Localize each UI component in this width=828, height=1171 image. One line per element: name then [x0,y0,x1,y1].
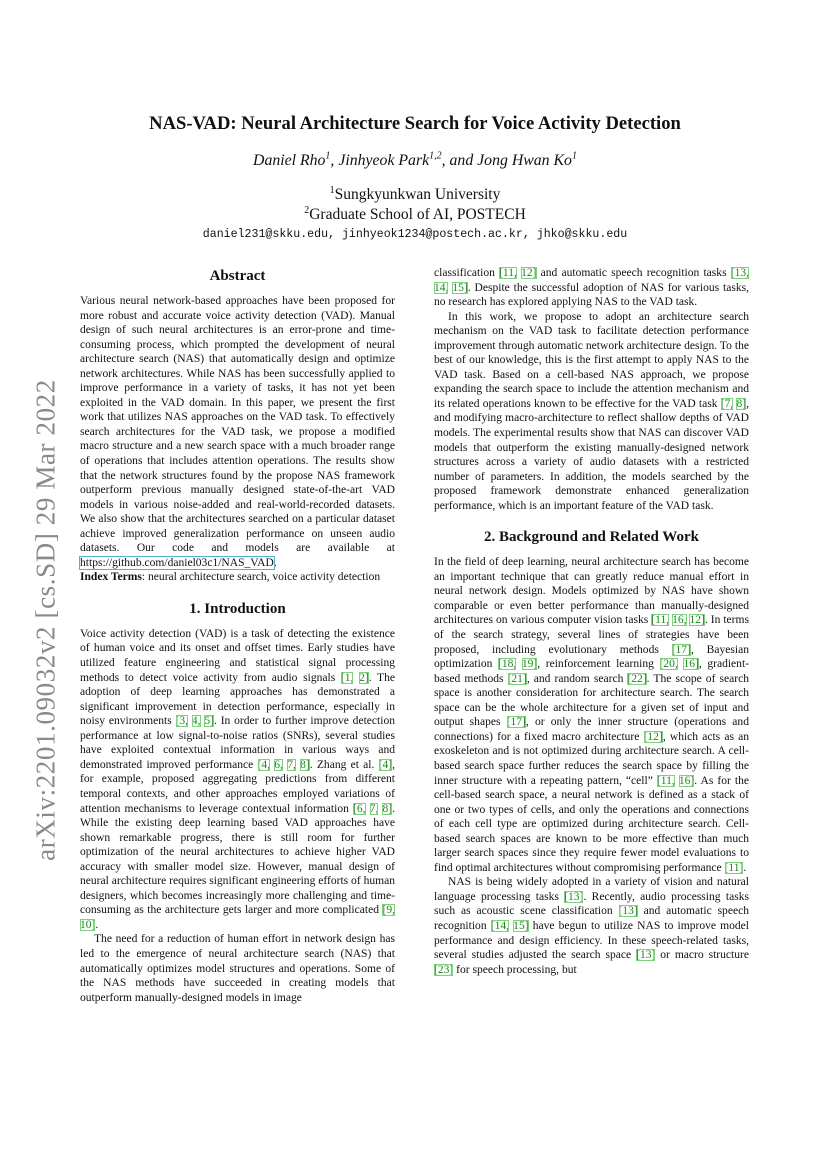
text-run: , which acts as an exoskeleton and is not optimized during architecture search. A cell-based search space further reduces the search space by filling the inner structure with a repeating pattern, “cell” [434,730,749,787]
citation-link[interactable]: [4] [378,758,393,771]
text-run: . As for the cell-based search space, a neural network is defined as a stack of one or two types of cells, and only the operations and connections of each cell type are optimized during architecture search. Cell-based search spaces are known to be more effective than much larger search spaces since they require fewer model evaluations to find optimal architectures without compromising performance [434,774,749,874]
citation-link[interactable]: 15] [513,919,529,932]
citation-link[interactable]: 6, [274,758,283,771]
intro-paragraph-3 [434,310,749,514]
paper-title: NAS-VAD: Neural Architecture Search for Voice Activity Detection [149,113,681,134]
citation-link[interactable]: 10] [80,918,96,931]
citation-link[interactable]: [11, [499,267,517,279]
citation-link[interactable]: [13] [564,890,584,903]
citation-link[interactable]: [11] [724,861,744,874]
author-1-affil: 1 [325,150,331,162]
intro-paragraph-2: The need for a reduction of human effort in network design has led to the emergence of neural architecture search (NAS) that automatically optimizes model structures and operations. Some of the NAS methods have succeeded in creating models that outperform manually-designed models in image [80,933,395,1004]
citation-link[interactable]: [13] [636,949,656,962]
text-run: . Zhang et al. [309,758,379,771]
citation-link[interactable]: [1, [340,671,354,684]
citation-link[interactable]: 5] [204,715,214,728]
author-emails: daniel231@skku.edu, jinhyeok1234@postech.ac.kr, jhko@skku.edu [202,228,628,241]
text-run: , reinforcement learning [537,658,660,671]
abstract-heading: Abstract [209,268,266,284]
citation-link[interactable]: [11, [651,614,670,627]
index-terms [80,570,395,585]
text-run: for speech processing, but [453,963,577,976]
text-run: . In order to further improve detection performance at low signal-to-noise ratios (SNRs), several studies have exploited contextual information in various ways and demonstrated improved performance [80,715,396,771]
citation-link[interactable]: 4, [191,715,201,728]
background-paragraph-1 [434,555,749,875]
text-run: and automatic speech recognition tasks [536,267,731,279]
arxiv-sidebar-stamp [26,340,66,900]
citation-link[interactable]: 19] [521,658,538,671]
citation-link[interactable]: [12] [643,730,663,743]
index-terms-label: Index Terms [80,571,142,584]
abstract-end: . [273,556,277,569]
background-paragraph-2 [434,875,749,977]
affiliation-2 [70,206,760,224]
left-column [80,266,395,1005]
text-run: . In terms of the search strategy, several lines of strategies have been proposed, including evolutionary methods [434,614,749,656]
citation-link[interactable]: 7, [287,758,296,771]
citation-link[interactable]: [3, [175,715,189,728]
arxiv-id: arXiv:2201.09032v2 [cs.SD] 29 Mar 2022 [30,379,61,861]
affiliation-1-marker: 1 [329,184,335,196]
citation-link[interactable]: [13] [618,905,638,918]
citation-link[interactable]: 12] [521,267,537,279]
citation-link[interactable]: [6, [353,802,366,815]
citation-link[interactable]: 12] [689,614,705,627]
text-run: In this work, we propose to adopt an architecture search mechanism on the VAD task to facilitate detection performance improvement through automatic network architecture design. To the best of our knowledge, this is the first attempt to apply NAS to the VAD task. Based on a cell-based NAS approach, we propose expanding the search space to include the attention mechanism and its related operations known to be effective for the VAD task [434,310,749,410]
text-run: . [95,918,99,931]
author-3: and Jong Hwan Ko [449,152,572,169]
citation-link[interactable]: 16] [683,658,699,671]
right-column [434,266,749,977]
intro-paragraph-1 [80,627,395,932]
citation-link[interactable]: [17] [671,643,691,656]
text-run: In the field of deep learning, neural architecture search has become an important technique that can greatly reduce manual effort in neural network design. Models optimized by NAS have shown comparable or even better performance than manually-designed architectures on various computer vision tasks [434,556,749,627]
intro-paragraph-2-continued [434,266,749,310]
text-run: . The scope of search space is another consideration for architecture search. The search space can be the whole architecture for a given set of input and output shapes [434,672,749,729]
citation-link[interactable]: 14, [434,281,449,294]
text-run: or macro structure [655,949,750,962]
text-run: . While the existing deep learning based VAD approaches have shown remarkable progress, there is still room for further optimization of the neural architectures to achieve higher VAD accuracy with smaller model size. However, manual design of neural architecture requires significant engineering efforts of human designers, which becomes increasingly more challenging and time-consuming as the architecture gets larger and more complicated [80,802,395,917]
intro-heading: 1. Introduction [189,600,286,617]
text-run: . Recently, audio processing tasks such as acoustic scene classification [434,890,749,918]
author-list: Daniel Rho$^1$, Jinhyeok Park$^{1,2}$, and Jong Hwan Ko$^1$ [253,150,577,169]
citation-link[interactable]: [20, [659,658,678,671]
affiliation-1-name: Sungkyunkwan University [334,186,501,203]
text-run: and automatic speech recognition [434,905,749,932]
author-3-affil: 1 [571,150,577,162]
citation-link[interactable]: [14, [490,919,510,932]
citation-link[interactable]: [9, [382,904,395,917]
citation-link[interactable]: 16, [672,614,687,627]
text-run: , for example, proposed aggregating predictions from different temporal contexts, and other approaches employed variations of attention mechanisms to leverage contextual information [80,758,396,815]
text-run: , Bayesian optimization [434,643,749,671]
affiliation-1 [70,186,760,204]
citation-link[interactable]: 7, [369,802,379,815]
citation-link[interactable]: [11, [656,774,675,787]
author-2: Jinhyeok Park [338,152,430,169]
citation-link[interactable]: [18, [497,658,517,671]
text-run: . The adoption of deep learning approaches has demonstrated a significant improvement in detection performance, especially in noisy environments [80,671,396,728]
affiliation-2-name: Graduate School of AI, POSTECH [309,206,526,223]
text-run: Voice activity detection (VAD) is a task of detecting the existence of human voice and its onset and offset times. Early studies have utilized feature engineering and statistical signal processing methods to detect voice activity from audio signals [80,627,395,684]
text-run: NAS is being widely adopted in a variety of vision and natural language processing tasks [434,876,749,903]
text-run: have begun to utilize NAS to improve model performance and design efficiency. In these speech-related tasks, several studies adjusted the search space [434,919,749,962]
abstract-text [80,294,395,570]
text-run: . Despite the successful adoption of NAS for various tasks, no research has explored applying NAS to the VAD task. [434,281,749,309]
citation-link[interactable]: [23] [434,963,454,976]
index-terms-text: : neural architecture search, voice activity detection [141,571,381,584]
text-run: . [743,861,747,874]
text-run: , and modifying macro-architecture to reflect shallow depths of VAD models. The experimental results show that NAS can discover VAD models that outperform the existing manually-designed network structures across a variety of audio datasets with a restricted number of parameters. In addition, the models searched by the proposed framework demonstrate enhanced generalization performance, which is an important feature of the VAD task. [434,397,749,512]
citation-link[interactable]: [7, [720,397,734,410]
text-run: , and random search [526,672,628,685]
code-url-link[interactable]: https://github.com/daniel03c1/NAS_VAD [80,556,274,569]
citation-link[interactable]: 2] [359,671,369,684]
text-run: , gradient-based methods [434,658,750,685]
citation-link[interactable]: 8] [382,802,393,815]
citation-link[interactable]: [4, [257,758,271,771]
citation-link[interactable]: [22] [627,672,647,685]
text-run: , or only the inner structure (operations and connections) for a fixed macro architecture [434,716,749,743]
citation-link[interactable]: 8] [736,397,747,410]
author-1: Daniel Rho [253,152,326,169]
citation-link[interactable]: 16] [678,774,695,787]
affiliation-2-marker: 2 [304,204,310,216]
author-2-affil: 1,2 [429,150,442,162]
background-heading: 2. Background and Related Work [484,529,699,546]
citation-link[interactable]: [17] [506,716,526,729]
text-run: classification [434,267,500,279]
citation-link[interactable]: 8] [300,758,310,771]
citation-link[interactable]: 15] [452,281,468,294]
abstract-body: Various neural network-based approaches have been proposed for more robust and accurate voice activity detection (VAD). Manual design of such neural architectures is an error-prone and time-consuming process, which prompted the development of neural architecture search (NAS) that automatically design and optimize network architectures. While NAS has been successfully applied to improve performance in a variety of tasks, it has not yet been exploited in the VAD domain. In this paper, we present the first work that utilizes NAS approaches on the VAD task. To effectively search architectures for the VAD task, we propose a modified macro structure and a new search space with a much broader range of operations that includes attention operations. The results show that the network structures found by the propose NAS framework outperform previous manually designed state-of-the-art VAD models in various noise-added and real-world-recorded datasets. We also show that the architectures searched on a particular dataset achieve improved generalization performance on unseen audio datasets. Our code and models are available at [80,295,395,555]
citation-link[interactable]: [13, [730,267,749,279]
citation-link[interactable]: [21] [507,672,527,685]
